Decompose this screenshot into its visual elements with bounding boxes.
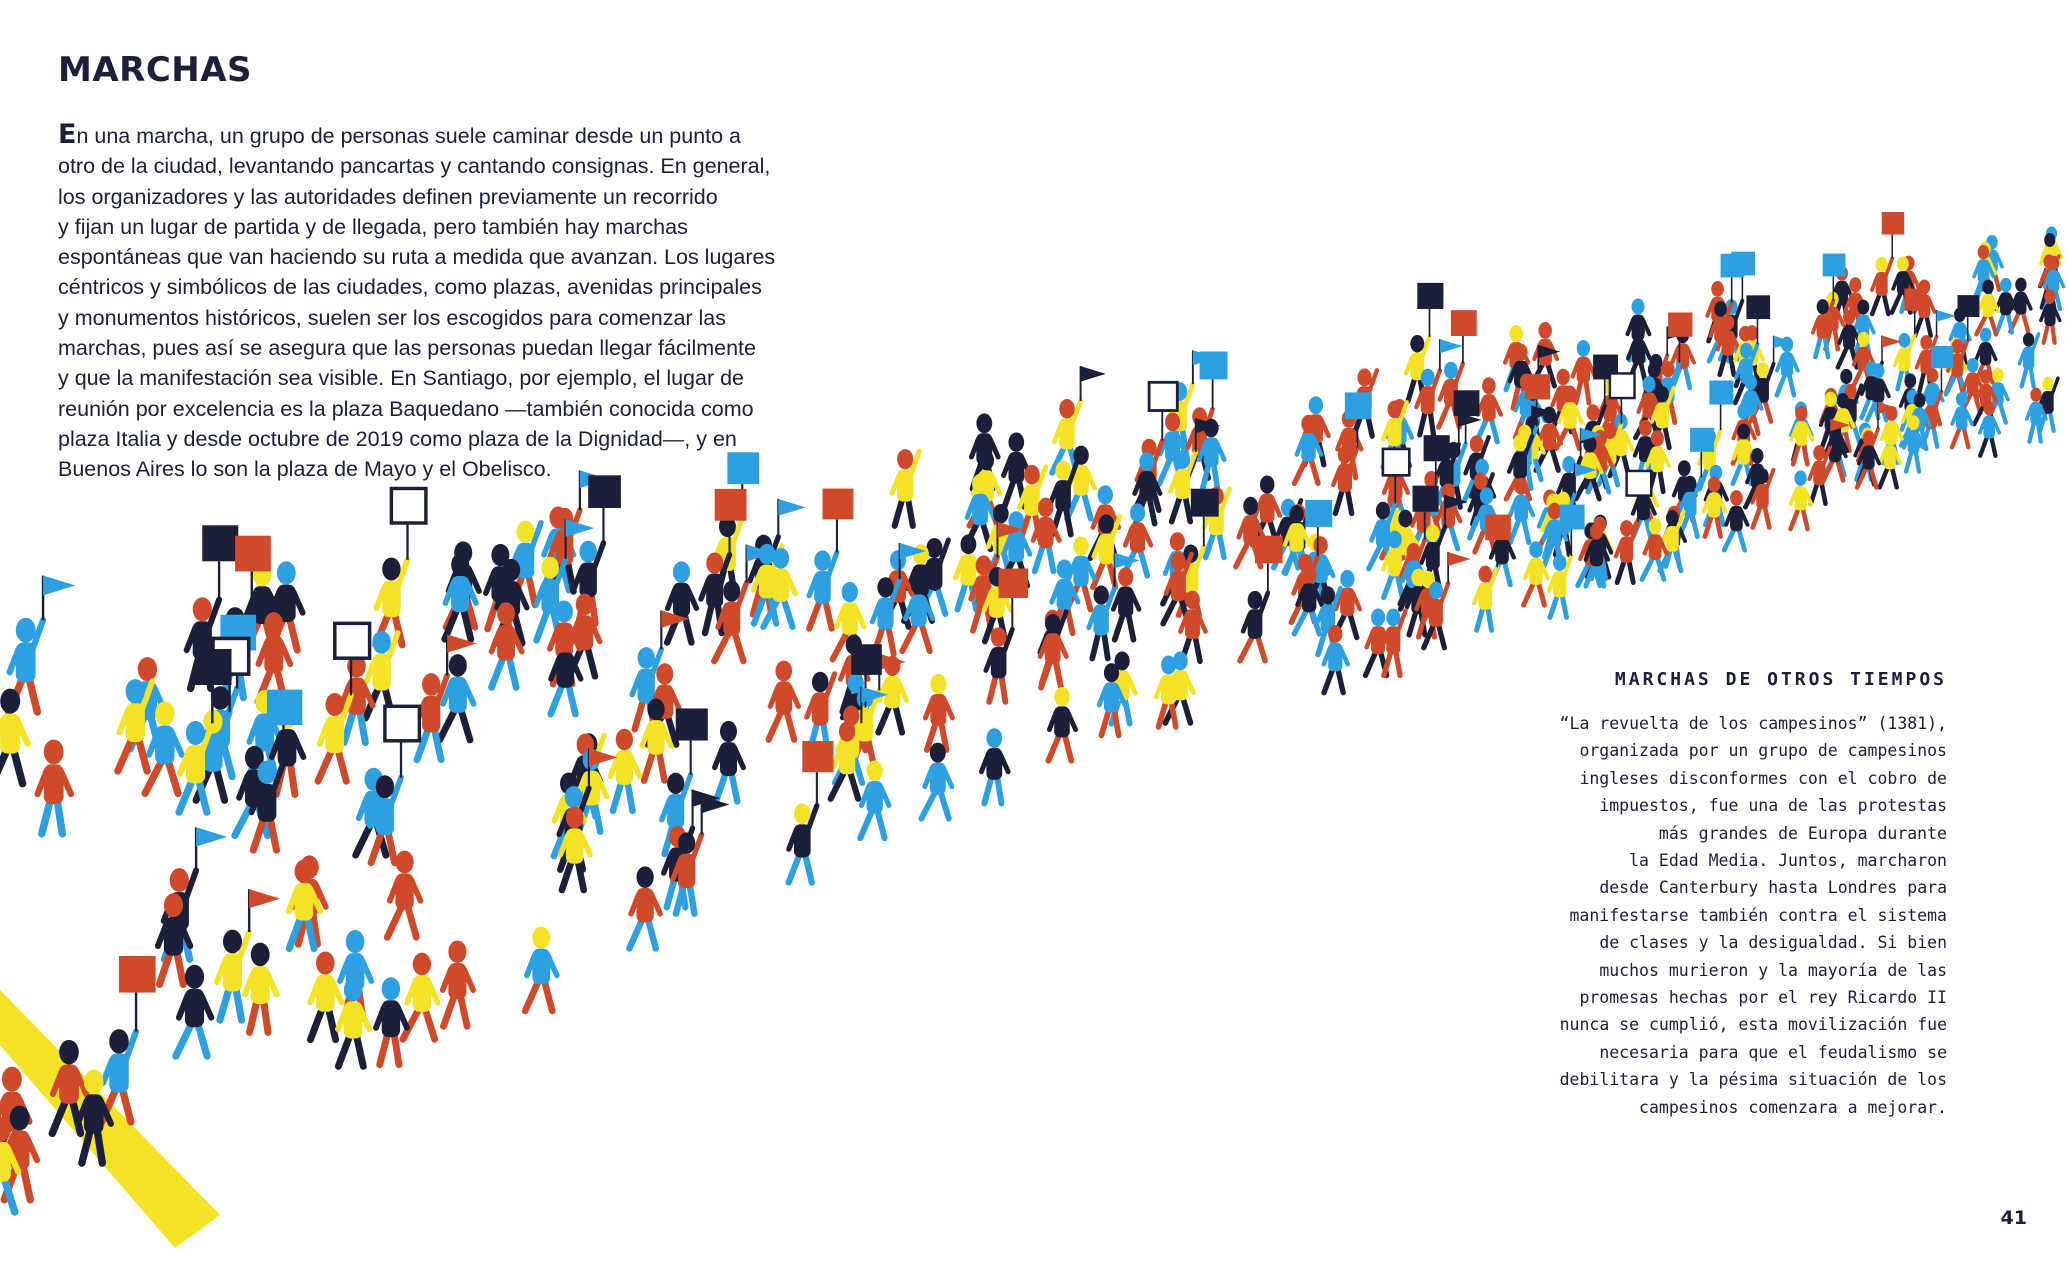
sidebar-line: organizada por un grupo de campesinos [1579,741,1947,761]
marcher-figure [789,741,834,882]
intro-line: y fijan un lugar de partida y de llegada, pero también hay marchas [58,214,688,239]
marcher-figure [525,927,557,1011]
marcher-figure [102,956,156,1122]
marcher-figure [1123,503,1151,575]
intro-paragraph [58,120,818,485]
intro-line: marchas, pues así se asegura que las personas puedan llegar fácilmente [58,336,756,361]
marcher-figure [341,654,372,742]
marcher-figure [921,743,951,819]
intro-line: y que la manifestación sea visible. En Santiago, por ejemplo, el lugar de [58,366,745,391]
intro-line: reunión por excelencia es la plaza Baquedano —también conocida como [58,396,754,421]
sidebar-line: promesas hechas por el rey Ricardo II [1579,988,1947,1008]
sidebar-title: MARCHAS DE OTROS TIEMPOS [1614,669,1947,690]
marcher-figure [1113,568,1139,640]
marcher-figure [1048,687,1075,761]
intro-line: otro de la ciudad, levantando pancartas y cantando consignas. En general, [58,154,771,179]
sidebar-paragraph [1477,710,1947,1121]
drop-cap: E [58,119,77,150]
sidebar-line: más grandes de Europa durante [1658,823,1947,843]
marcher-figure [981,728,1008,803]
marcher-figure [1324,625,1348,693]
marcher-figure [376,489,426,645]
sidebar-line: nunca se cumplió, esta movilización fue [1559,1015,1947,1035]
marcher-figure [807,672,835,750]
marcher-figure [860,761,889,839]
marcher-figure [443,940,474,1026]
sidebar-line: necesaria para que el feudalismo se [1599,1042,1947,1062]
intro-line: En una marcha, un grupo de personas suele caminar desde un punto a [58,119,742,150]
marcher-figure [245,943,277,1033]
marcher-figure [715,721,744,802]
marcher-figure [38,740,71,834]
marcher-figure [925,674,952,750]
sidebar-line: desde Canterbury hasta Londres para [1599,878,1947,898]
sidebar-line: muchos murieron y la mayoría de las [1599,960,1947,980]
marcher-figure [370,706,419,862]
marcher-figure [217,889,280,1020]
marcher-figure [2019,333,2038,387]
sidebar-line: manifestarse también contra el sistema [1569,905,1947,925]
marcher-figure [1477,377,1501,442]
sidebar-line: campesinos comenzara a mejorar. [1639,1097,1947,1117]
marcher-figure [338,978,369,1066]
marcher-figure [1240,536,1283,661]
intro-line: plaza Italia y desde octubre de 2019 como plaza de la Dignidad—, y en [58,426,737,451]
marcher-figure [440,654,474,740]
marcher-figure [667,561,696,642]
intro-line: Buenos Aires lo son la plaza de Mayo y el Obelisco. [58,457,552,482]
sidebar-line: la Edad Media. Juntos, marcharon [1629,851,1947,871]
marcher-figure [629,866,660,948]
marcher-figure [376,977,407,1064]
intro-line: y monumentos históricos, suelen ser los escogidos para comenzar las [58,305,727,330]
marcher-figure [610,729,639,811]
page-number: 41 [2000,1207,2027,1229]
marcher-figure [0,689,28,784]
marcher-figure [1791,406,1812,465]
marcher-figure [769,661,799,740]
intro-line: céntricos y simbólicos de las ciudades, como plazas, avenidas principales [58,275,762,300]
marcher-figure [892,449,919,526]
marcher-figure [258,612,290,702]
marcher-figure [1382,609,1406,676]
marcher-figure [2039,377,2058,431]
sidebar-line: ingleses disconformes con el cobro de [1579,768,1947,788]
marcher-figure [9,576,75,712]
sidebar-line: impuestos, fue una de las protestas [1599,796,1947,816]
page-title: MARCHAS [58,50,253,90]
intro-line: los organizadores y las autoridades definen previamente un recorrido [58,184,718,209]
marcher-figure [118,679,152,771]
sidebar-line: debilitara y la pésima situación de los [1559,1070,1947,1090]
sidebar-line: “La revuelta de los campesinos” (1381), [1559,714,1947,733]
intro-line: espontáneas que van haciendo su ruta a medida que avanzan. Los lugares [58,245,776,270]
sidebar-line: de clases y la desigualdad. Si bien [1599,933,1947,953]
